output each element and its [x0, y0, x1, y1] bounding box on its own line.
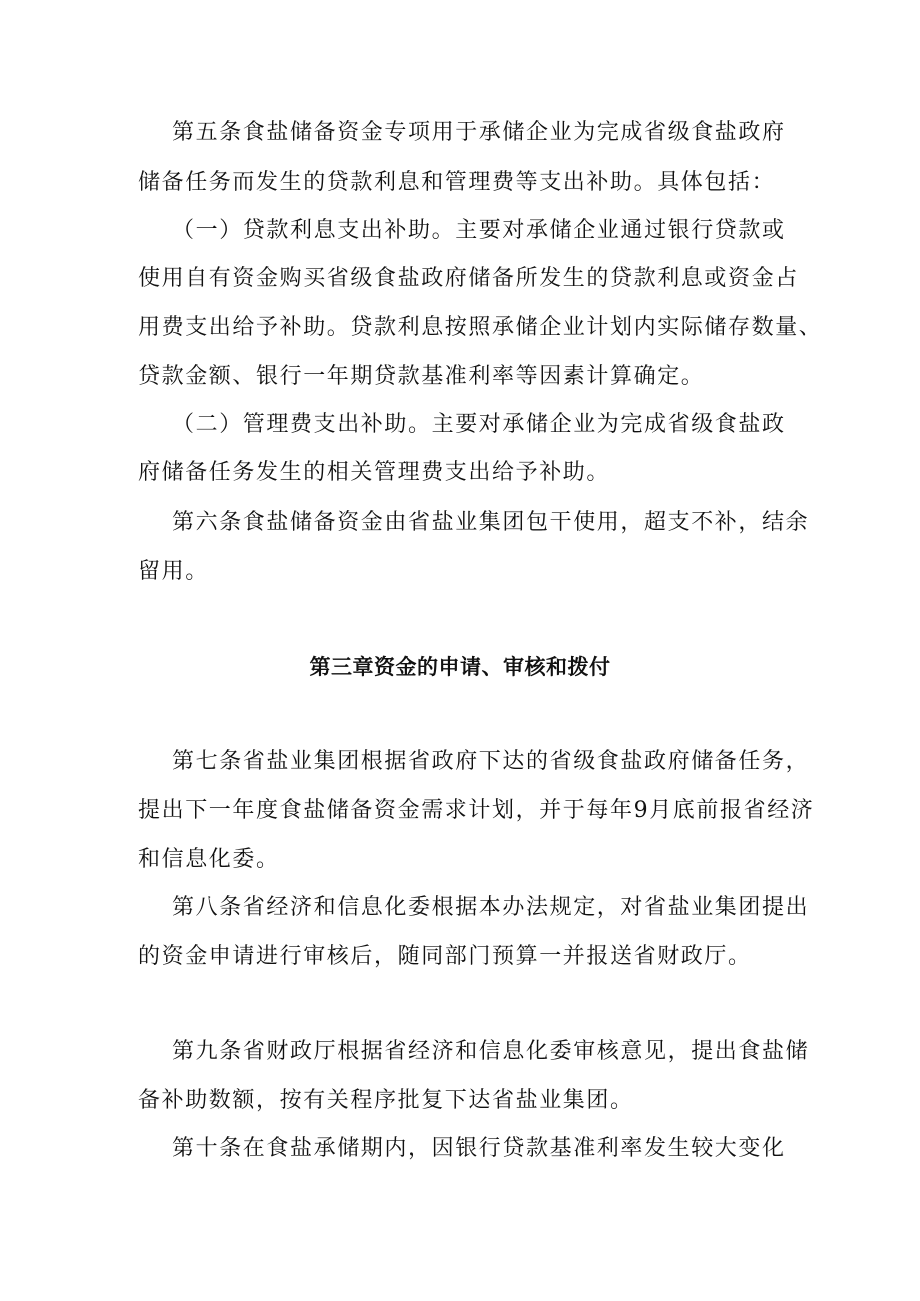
item-2-line-1: （二）管理费支出补助。主要对承储企业为完成省级食盐政: [172, 412, 786, 437]
item-1-line-4: 贷款金额、银行一年期贷款基准利率等因素计算确定。: [138, 364, 705, 389]
article-5-line-2: 储备任务而发生的贷款利息和管理费等支出补助。具体包括：: [138, 170, 776, 195]
article-6-line-1: 第六条食盐储备资金由省盐业集团包干使用，超支不补，结余: [172, 510, 810, 535]
item-2-line-2: 府储备任务发生的相关管理费支出给予补助。: [138, 460, 611, 485]
article-5-line-1: 第五条食盐储备资金专项用于承储企业为完成省级食盐政府: [172, 120, 786, 145]
article-9-line-1: 第九条省财政厅根据省经济和信息化委审核意见，提出食盐储: [172, 1039, 810, 1064]
article-6-line-2: 留用。: [138, 559, 209, 584]
article-8-line-2: 的资金申请进行审核后，随同部门预算一并报送省财政厅。: [138, 944, 752, 969]
item-1-line-1: （一）贷款利息支出补助。主要对承储企业通过银行贷款或: [172, 218, 786, 243]
item-1-line-2: 使用自有资金购买省级食盐政府储备所发生的贷款利息或资金占: [138, 266, 799, 291]
item-1-line-3: 用费支出给予补助。贷款利息按照承储企业计划内实际储存数量、: [138, 315, 823, 340]
article-10-line-1: 第十条在食盐承储期内，因银行贷款基准利率发生较大变化: [172, 1136, 786, 1161]
article-7-line-2: 提出下一年度食盐储备资金需求计划，并于每年9月底前报省经济: [138, 798, 815, 823]
article-7-line-3: 和信息化委。: [138, 847, 280, 872]
article-7-line-1: 第七条省盐业集团根据省政府下达的省级食盐政府储备任务，: [172, 749, 810, 774]
article-8-line-1: 第八条省经济和信息化委根据本办法规定，对省盐业集团提出: [172, 895, 810, 920]
article-9-line-2: 备补助数额，按有关程序批复下达省盐业集团。: [138, 1088, 634, 1113]
chapter-3-heading: 第三章资金的申请、审核和拨付: [309, 655, 611, 679]
